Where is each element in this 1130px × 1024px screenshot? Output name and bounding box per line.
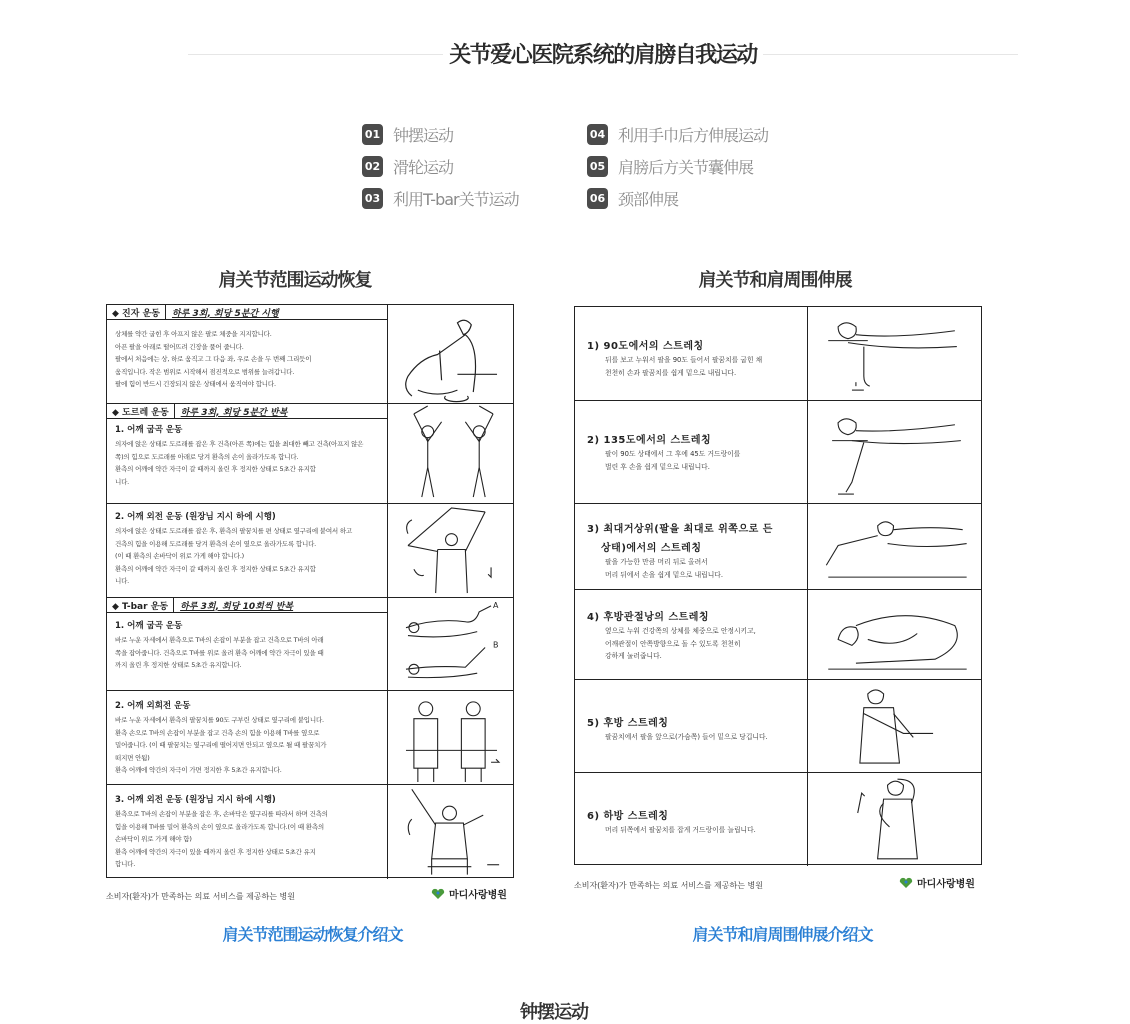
sheet-row [575,680,981,773]
para-line: 손바닥이 위로 가게 해야 함) [115,835,192,843]
sheet-text-cell [575,401,808,503]
stretch-posterior-capsule-illustration [808,590,981,679]
toc-right [587,118,768,214]
sheet-text-cell [107,691,388,784]
sheet-text-cell [575,504,808,589]
stretch-heading-cont: 상태)에서의 스트레칭 [601,543,702,554]
para-line: 환측으로 T바의 손잡이 부분을 잡은 후, 손바닥은 옆구리를 따라서 하며 건측의 [115,810,328,818]
exercise-subtitle: 3. 어깨 외전 운동 (원장님 지시 하에 시행) [115,795,276,805]
sheet-row [575,590,981,680]
toc-label[interactable]: 利用手巾后方伸展运动 [618,125,769,145]
stretch-heading: 5) 후방 스트레칭 [587,718,669,729]
para-line: 의자에 앉은 상태로 도르래를 잡은 후, 환측의 팔꿈치를 편 상태로 옆구리에 붙여서 하고 [115,527,353,535]
para-line: 바로 누운 자세에서 환측으로 T바의 손잡이 부분을 잡고 건측으로 T바의 아래 [115,636,324,644]
para-line: 팔을 가능한 만큼 머리 뒤로 올려서 [605,558,708,566]
exercise-subtitle: 2. 어깨 외전 운동 (원장님 지시 하에 시행) [115,512,276,522]
tbar-abduction-illustration [388,785,513,879]
toc-label[interactable]: 颈部伸展 [618,189,679,209]
toc-number: 06 [587,188,608,209]
exercise-subtitle: 1. 어깨 굽곡 운동 [115,425,183,435]
para-line: 팔이 90도 상태에서 그 후에 45도 거드랑이를 [605,450,741,458]
toc-label[interactable]: 肩膀后方关节囊伸展 [618,157,754,177]
sheet-text-cell [107,404,388,503]
sheet-row [107,598,513,691]
exercise-subtitle: 2. 어깨 외회전 운동 [115,701,191,711]
rom-intro-link[interactable]: 肩关节范围运动恢复介绍文 [222,925,403,944]
toc-left [362,118,519,214]
para-line: 환측의 어깨에 약간 자극이 갈 때까지 올린 후 정지한 상태로 5초간 유지합 [115,564,316,573]
stretch-135-illustration [808,401,981,503]
toc-item[interactable] [587,182,768,214]
toc-label[interactable]: 钟摆运动 [393,125,454,145]
page-title: 关节爱心医院系统的肩膀自我运动 [443,38,763,69]
sheet-row [575,773,981,866]
para-line: 니다. [115,577,130,585]
right-hospital-logo [898,875,975,890]
para-line: 떠지면 안됨) [115,753,150,762]
sheet-row [575,504,981,590]
pendulum-illustration [388,305,513,403]
para-line: 팔에서 처음에는 상, 하로 움직고 그 다음 좌, 우로 손을 두 번째 그리듯이 [115,355,312,363]
para-line: 밀어줍니다. (이 때 팔꿈치는 옆구리에 떨어지면 안되고 옆으로 될 때 팔꿈치가 [115,741,327,749]
stretch-heading: 6) 하방 스트레칭 [587,811,669,822]
stretch-heading: 3) 최대거상위(팔을 최대로 위쪽으로 든 [587,524,773,535]
toc-item[interactable] [587,118,768,150]
para-line: 벌린 후 손을 쉽게 밑으로 내립니다. [605,462,710,471]
sheet-row [575,401,981,504]
sheet-text-cell [107,598,388,690]
para-line: 환측의 어깨에 약간 자극이 갈 때까지 올린 후 정지한 상태로 5초간 유지합 [115,465,316,473]
stretch-heading: 4) 후방관절낭의 스트레칭 [587,612,710,623]
toc-number: 02 [362,156,383,177]
hospital-name: 마디사랑병원 [449,890,507,901]
para-line: 환측 어깨에 약간의 자극이 가면 정지한 후 5초간 유지합니다. [115,766,282,774]
stretch-90-illustration [808,307,981,400]
section-title-right: 肩关节和肩周围伸展 [698,270,852,291]
pulley-flexion-illustration [388,404,513,503]
right-footer-slogan: 소비자(환자)가 만족하는 의료 서비스를 제공하는 병원 [574,881,763,890]
para-line: 뒤를 보고 누워서 팔을 90도 들어서 팔꿈치를 굽힌 채 [605,356,763,364]
exercise-frequency: 하루 3회, 회당 5분간 시행 [171,308,279,319]
stretch-heading: 2) 135도에서의 스트레칭 [587,435,712,446]
para-line: 니다. [115,477,130,486]
exercise-subtitle: 1. 어깨 굽곡 운동 [115,621,183,631]
para-line: 바로 누운 자세에서 환측의 팔꿈치를 90도 구부린 상태로 옆구리에 붙입니다. [115,716,324,724]
pulley-abduction-illustration [388,504,513,597]
rom-exercise-sheet [106,304,514,878]
sheet-text-cell [107,305,388,403]
sheet-text-cell [575,590,808,679]
stretch-posterior-illustration [808,680,981,772]
sheet-text-cell [575,307,808,400]
para-line: 상체를 약간 굽힌 후 아프지 않은 팔로 체중을 지지합니다. [115,330,272,338]
tbar-rotation-illustration [388,691,513,784]
sheet-row [107,404,513,504]
figure-label-b: B [493,640,499,650]
para-line: 팔에 힘이 반드시 긴장되지 않은 상태에서 움직여야 합니다. [115,380,276,388]
left-footer-slogan: 소비자(환자)가 만족하는 의료 서비스를 제공하는 병원 [106,892,295,901]
sheet-text-cell [575,680,808,772]
sheet-row [107,691,513,785]
para-line: 아픈 팔을 아래로 떨어뜨려 긴장을 풀어 줍니다. [115,342,244,351]
toc-number: 03 [362,188,383,209]
para-line: 의자에 앉은 상태로 도르래를 잡은 후 건측(아픈 쪽)에는 힘을 최대한 빼고 건측(아프지 않은 [115,440,364,448]
sheet-text-cell [107,785,388,879]
stretching-sheet [574,306,982,865]
toc-item[interactable] [362,118,519,150]
sheet-row [107,504,513,598]
toc-item[interactable] [362,182,519,214]
heart-logo-icon [430,888,446,900]
para-line: 어깨관절이 안쪽방향으로 돌 수 있도록 천천히 [605,639,741,648]
section-title-left: 肩关节范围运动恢复 [218,270,372,291]
stretch-intro-link[interactable]: 肩关节和肩周围伸展介绍文 [692,925,873,944]
stretch-inferior-illustration [808,773,981,866]
para-line: 머리 뒤에서 손을 쉽게 밑으로 내립니다. [605,570,724,579]
next-section-title: 钟摆运动 [520,1002,588,1023]
para-line: 머리 뒤쪽에서 팔꿈치를 잡게 거드랑이를 늘립니다. [605,826,756,834]
sheet-row [107,785,513,879]
exercise-category: ◆ 진자 운동 [107,305,166,319]
exercise-category: ◆ T-bar 운동 [107,598,174,612]
sheet-row [107,305,513,404]
para-line: 합니다. [115,860,136,868]
para-line: 환측 손으로 T바의 손잡이 부분을 잡고 건측 손의 힘을 이용해 T바를 옆으로 [115,728,320,737]
toc-number: 01 [362,124,383,145]
sheet-text-cell [575,773,808,866]
exercise-frequency: 하루 3회, 회당 5분간 반복 [180,407,288,418]
stretch-overhead-illustration [808,504,981,589]
sheet-text-cell [107,504,388,597]
tbar-flexion-illustration [388,598,513,690]
para-line: 강하게 눌러줍니다. [605,652,662,660]
para-line: 까지 올린 후 정지한 상태로 5초간 유지합니다. [115,661,242,669]
toc-item[interactable] [587,150,768,182]
heart-logo-icon [898,877,914,889]
left-hospital-logo [430,886,507,901]
para-line: 환측 어깨에 약간의 자극이 있을 때까지 올린 후 정지한 상태로 5초간 유지 [115,847,316,856]
para-line: 옆으로 누워 건강쪽의 상체를 체중으로 안정시키고, [605,627,756,635]
toc-item[interactable] [362,150,519,182]
page-title-wrap [188,38,1018,72]
para-line: (이 때 환측의 손바닥이 위로 가게 해야 합니다.) [115,552,245,560]
figure-label-a: A [493,600,499,610]
toc-label[interactable]: 利用T-bar关节运动 [393,189,519,209]
para-line: 힘을 이용해 T바를 밀어 환측의 손이 옆으로 올라가도록 합니다.(이 때 환측의 [115,822,325,831]
toc-label[interactable]: 滑轮运动 [393,157,454,177]
hospital-name: 마디사랑병원 [917,879,975,890]
exercise-frequency: 하루 3회, 회당 10회씩 반복 [180,601,294,612]
para-line: 팔꿈치에서 팔을 앞으로(가슴쪽) 들어 밑으로 당깁니다. [605,733,768,741]
para-line: 움직입니다. 작은 범위로 시작해서 점진적으로 범위를 늘려갑니다. [115,367,295,376]
stretch-heading: 1) 90도에서의 스트레칭 [587,341,704,352]
para-line: 쪽)의 힘으로 도르래를 아래로 당겨 환측의 손이 올라가도록 합니다. [115,452,299,461]
exercise-category: ◆ 도르레 운동 [107,404,175,418]
toc-number: 04 [587,124,608,145]
para-line: 천천히 손과 팔꿈치를 쉽게 밑으로 내립니다. [605,368,737,377]
sheet-row [575,307,981,401]
para-line: 건측의 힘을 이용해 도르래를 당겨 환측의 손이 옆으로 올라가도록 합니다. [115,539,317,548]
para-line: 쪽을 잡아줍니다. 건측으로 T바를 위로 올려 환측 어깨에 약간 자극이 있을 때 [115,648,324,657]
toc-number: 05 [587,156,608,177]
